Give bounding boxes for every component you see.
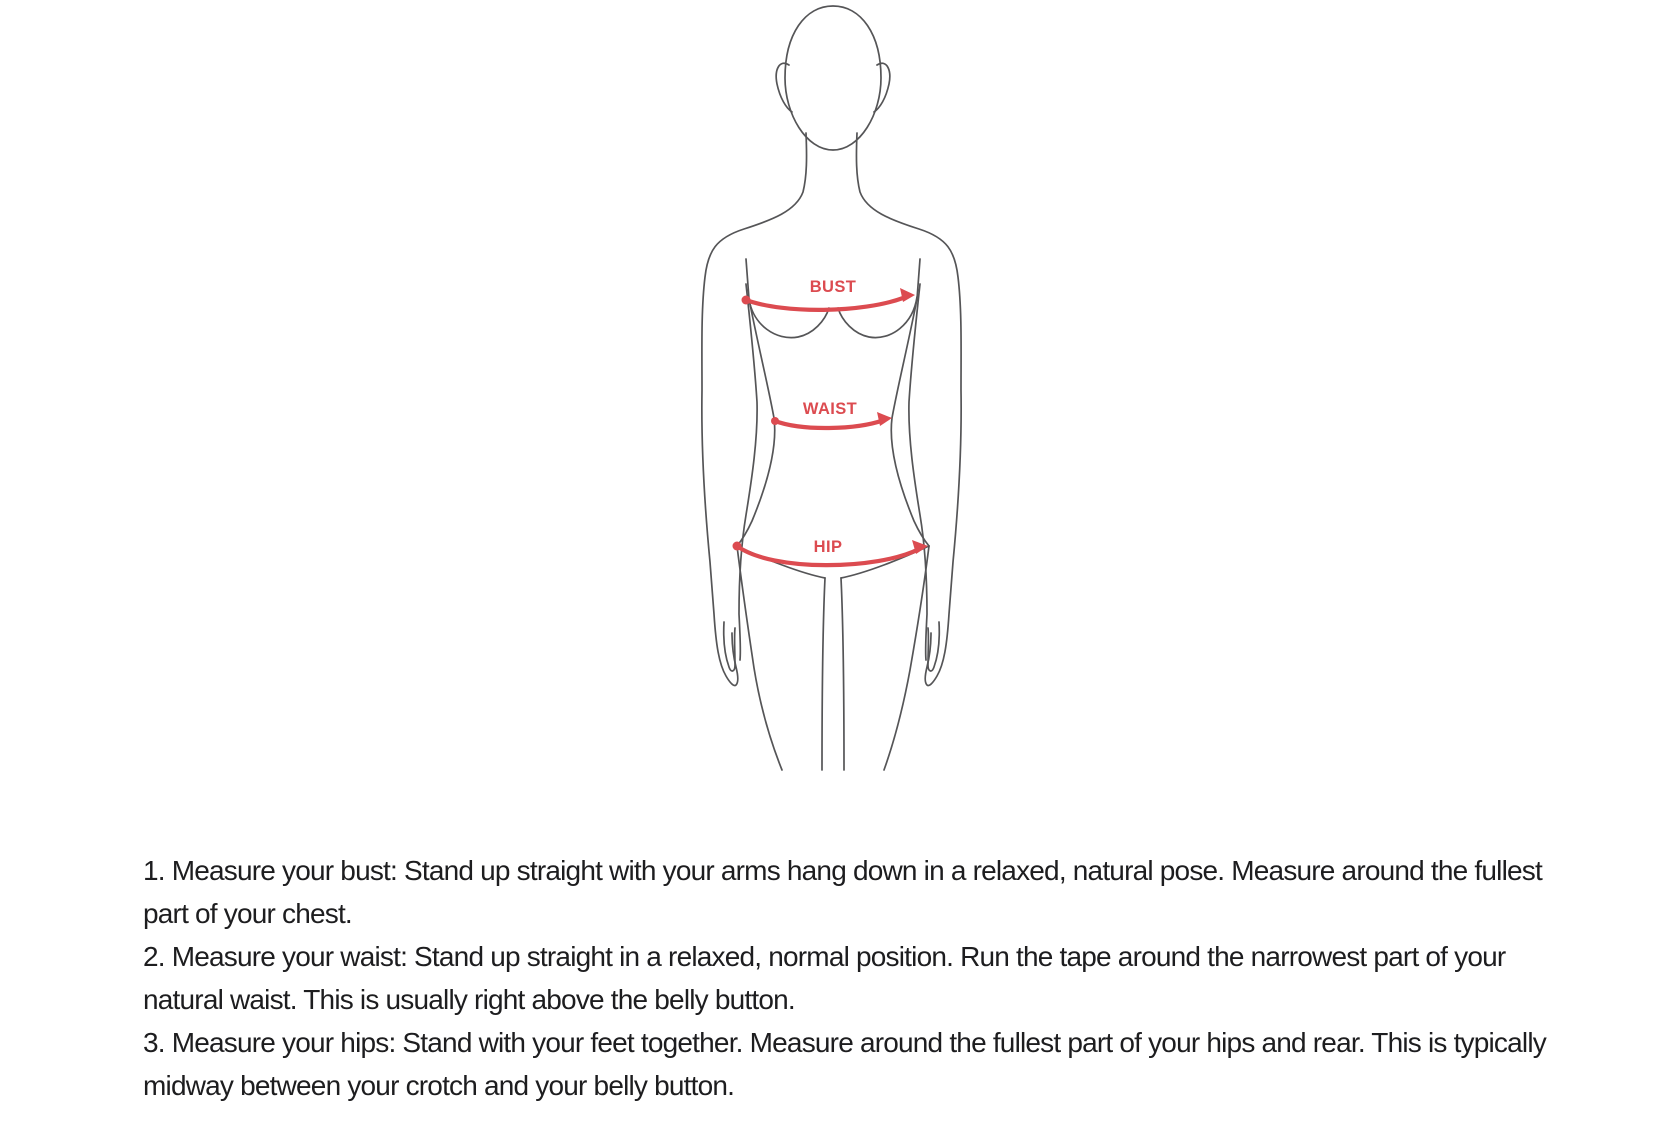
- instruction-hips: [143, 1021, 1613, 1107]
- instruction-line: midway between your crotch and your belly button.: [143, 1070, 735, 1101]
- bust-arrow-dot: [742, 296, 751, 305]
- right-inner-thigh-line: [841, 578, 844, 770]
- waist-label: WAIST: [802, 400, 858, 418]
- measurement-instructions: [143, 849, 1613, 1107]
- instruction-line: natural waist. This is usually right above the belly button.: [143, 984, 795, 1015]
- instruction-line: 3. Measure your hips: Stand with your feet together. Measure around the fullest part of your hips and rear. This is typically: [143, 1027, 1546, 1058]
- bust-arrow-curve: [746, 298, 903, 310]
- left-inner-arm-line: [739, 284, 757, 660]
- left-shoulder-arm-line: [702, 133, 807, 686]
- instruction-line: part of your chest.: [143, 898, 352, 929]
- waist-arrow-curve: [775, 420, 884, 428]
- instruction-waist: [143, 935, 1613, 1021]
- instruction-bust: [143, 849, 1613, 935]
- right-leg-line: [884, 546, 929, 770]
- right-ear: [874, 63, 890, 112]
- body-outline: [702, 6, 961, 770]
- left-leg-line: [737, 546, 782, 770]
- bust-label: BUST: [809, 278, 857, 296]
- head-outline: [785, 6, 881, 150]
- arrow-endpoints: [733, 288, 929, 554]
- left-ear: [776, 63, 792, 112]
- waist-arrowhead: [877, 412, 892, 426]
- waist-arrow-dot: [771, 417, 779, 425]
- hip-label: HIP: [813, 538, 843, 556]
- hip-arrow-dot: [733, 542, 742, 551]
- instruction-line: 1. Measure your bust: Stand up straight with your arms hang down in a relaxed, natural pose. Measure around the fullest: [143, 855, 1542, 886]
- right-inner-arm-line: [909, 284, 927, 660]
- instruction-line: 2. Measure your waist: Stand up straight in a relaxed, normal position. Run the tape around the narrowest part of your: [143, 941, 1506, 972]
- left-inner-thigh-line: [822, 578, 825, 770]
